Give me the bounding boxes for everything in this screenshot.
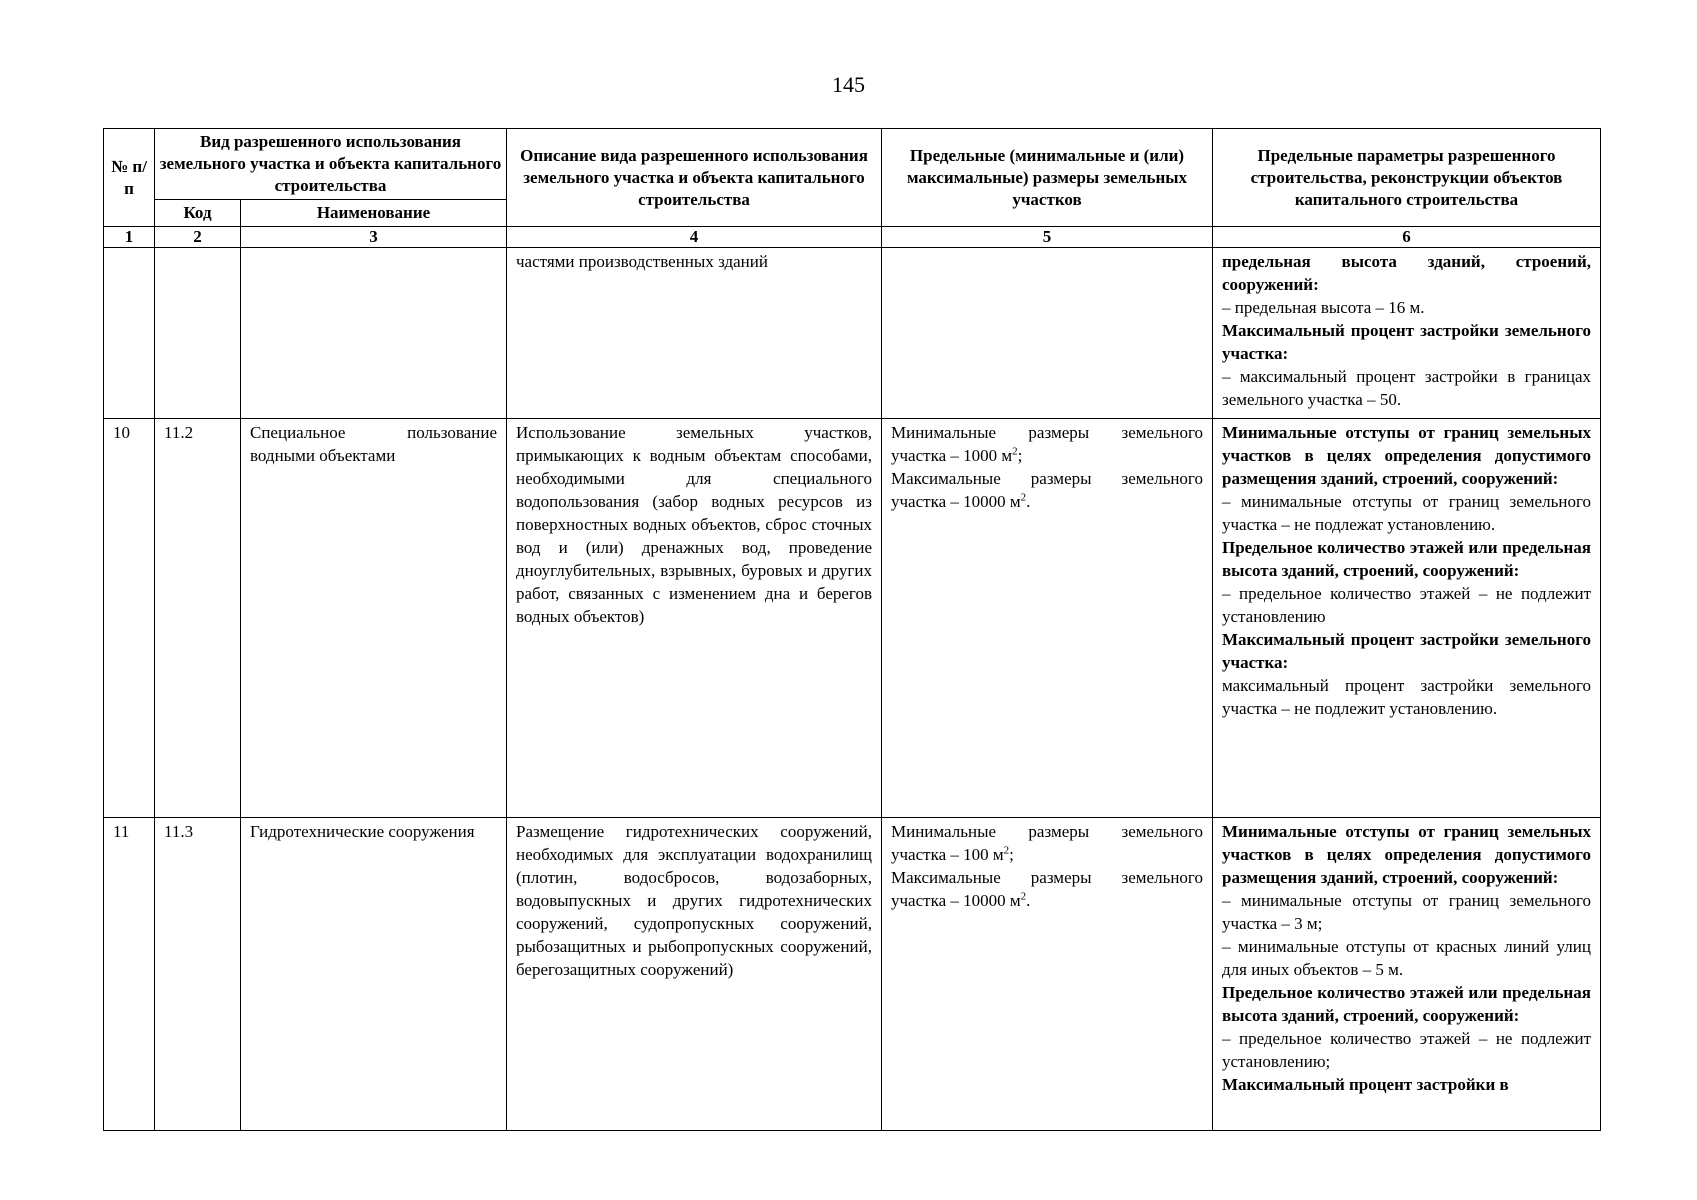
plot-size-line: Минимальные размеры земельного участка – 1000 $м^2$; [891,423,1203,465]
column-number: 5 [882,227,1213,248]
row-name: Специальное пользование водными объектами [241,419,507,818]
param-heading: Минимальные отступы от границ земельных участков в целях определения допустимого размещения зданий, строений, сооружений: [1222,822,1591,887]
param-heading: Максимальный процент застройки земельного участка: [1222,321,1591,363]
column-number: 6 [1213,227,1601,248]
column-numbers-row [104,227,1601,248]
param-value: – минимальные отступы от границ земельного участка – 3 м; [1222,891,1591,933]
header-name: Наименование [241,200,507,227]
param-value: – предельное количество этажей – не подлежит установлению; [1222,1029,1591,1071]
param-heading: Максимальный процент застройки в [1222,1075,1509,1094]
param-heading: Максимальный процент застройки земельного участка: [1222,630,1591,672]
column-number: 3 [241,227,507,248]
param-value: – предельная высота – 16 м. [1222,298,1425,317]
param-heading: Предельное количество этажей или предельная высота зданий, строений, сооружений: [1222,538,1591,580]
row-description: Размещение гидротехнических сооружений, необходимых для эксплуатации водохранилищ (плотин, водосбросов, водозаборных, водовыпускных и других гидротехнических сооружений, судопропускных сооружений, рыбозащитных и рыбопропускных сооружений, берегозащитных сооружений) [507,818,882,1131]
table-row [104,248,1601,419]
row-code [155,248,241,419]
plot-size-line: Максимальные размеры земельного участка – 10000 $м^2$. [891,868,1203,910]
row-plot-sizes [882,419,1213,818]
param-heading: Минимальные отступы от границ земельных участков в целях определения допустимого размещения зданий, строений, сооружений: [1222,423,1591,488]
row-num [104,248,155,419]
column-number: 1 [104,227,155,248]
param-value: – предельное количество этажей – не подлежит установлению [1222,584,1591,626]
page-number: 145 [832,72,865,97]
param-heading: предельная высота зданий, строений, сооружений: [1222,252,1591,294]
row-description: Использование земельных участков, примыкающих к водным объектам способами, необходимыми для специального водопользования (забор водных ресурсов из поверхностных водных объектов, сброс сточных вод и (или) дренажных вод, проведение дноуглубительных, взрывных, буровых и других работ, связанных с изменением дна и берегов водных объектов) [507,419,882,818]
param-value: максимальный процент застройки земельного участка – не подлежит установлению. [1222,676,1591,718]
row-name: Гидротехнические сооружения [241,818,507,1131]
row-name [241,248,507,419]
row-description: частями производственных зданий [507,248,882,419]
land-use-regulations-table [103,128,1601,1131]
row-params [1213,419,1601,818]
row-params [1213,248,1601,419]
table-row [104,419,1601,818]
header-num: № п/п [104,129,155,227]
param-value: – минимальные отступы от границ земельного участка – не подлежат установлению. [1222,492,1591,534]
row-code: 11.3 [155,818,241,1131]
row-num: 11 [104,818,155,1131]
header-row-1 [104,129,1601,200]
column-number: 2 [155,227,241,248]
row-code: 11.2 [155,419,241,818]
header-params: Предельные параметры разрешенного строительства, реконструкции объектов капитального строительства [1213,129,1601,227]
column-number: 4 [507,227,882,248]
header-vri-group: Вид разрешенного использования земельного участка и объекта капитального строительства [155,129,507,200]
header-description: Описание вида разрешенного использования земельного участка и объекта капитального строительства [507,129,882,227]
plot-size-line: Максимальные размеры земельного участка – 10000 $м^2$. [891,469,1203,511]
row-plot-sizes [882,248,1213,419]
row-num: 10 [104,419,155,818]
plot-size-line: Минимальные размеры земельного участка – 100 $м^2$; [891,822,1203,864]
row-plot-sizes [882,818,1213,1131]
row-params [1213,818,1601,1131]
param-heading: Предельное количество этажей или предельная высота зданий, строений, сооружений: [1222,983,1591,1025]
header-code: Код [155,200,241,227]
param-value: – максимальный процент застройки в границах земельного участка – 50. [1222,367,1591,409]
table-row [104,818,1601,1131]
header-plot-sizes: Предельные (минимальные и (или) максимальные) размеры земельных участков [882,129,1213,227]
param-value: – минимальные отступы от красных линий улиц для иных объектов – 5 м. [1222,937,1591,979]
